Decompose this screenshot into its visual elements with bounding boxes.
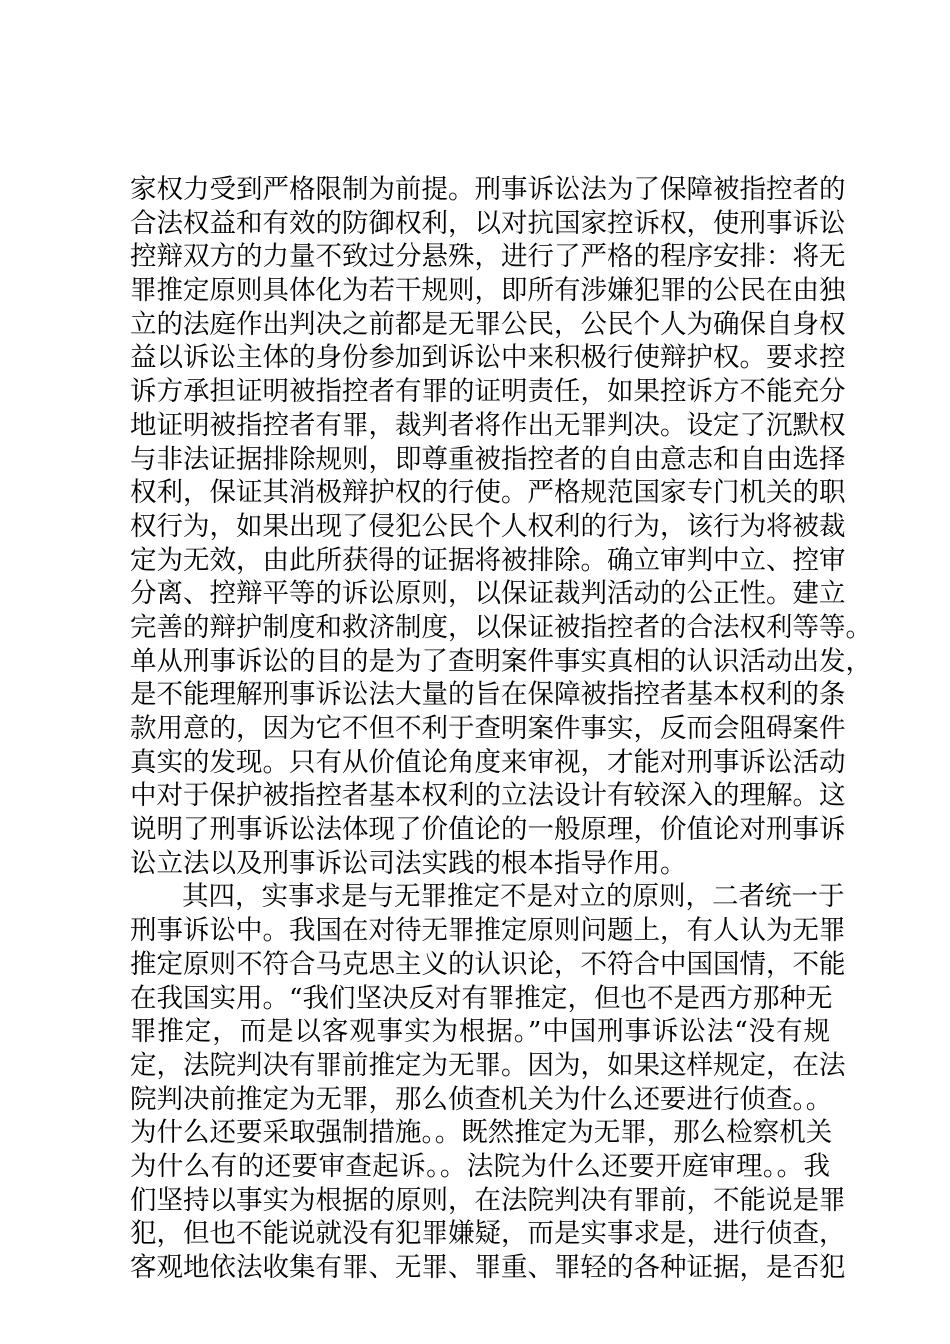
text-line: 推定原则不符合马克思主义的认识论，不符合中国国情，不能	[130, 948, 846, 980]
text-line: 家权力受到严格限制为前提。刑事诉讼法为了保障被指控者的	[130, 174, 846, 205]
text-line: 完善的辩护制度和救济制度，以保证被指控者的合法权利等等。	[130, 611, 872, 643]
text-line: 是不能理解刑事诉讼法大量的旨在保障被指控者基本权利的条	[130, 679, 846, 711]
paragraph-end-line: 讼立法以及刑事诉讼司法实践的根本指导作用。	[130, 847, 687, 879]
text-line: 说明了刑事诉讼法体现了价值论的一般原理，价值论对刑事诉	[130, 814, 846, 846]
text-line: 权行为，如果出现了侵犯公民个人权利的行为，该行为将被裁	[130, 510, 846, 542]
text-line: 单从刑事诉讼的目的是为了查明案件事实真相的认识活动出发，	[130, 645, 872, 677]
text-line: 中对于保护被指控者基本权利的立法设计有较深入的理解。这	[130, 780, 846, 812]
text-line: 定，法院判决有罪前推定为无罪。因为，如果这样规定，在法	[130, 1049, 846, 1081]
text-line: 分离、控辩平等的诉讼原则，以保证裁判活动的公正性。建立	[130, 578, 846, 610]
text-line: 在我国实用。“我们坚决反对有罪推定，但也不是西方那种无	[130, 982, 833, 1014]
text-line: 院判决前推定为无罪，那么侦查机关为什么还要进行侦查。。	[130, 1083, 833, 1115]
text-line: 犯，但也不能说就没有犯罪嫌疑，而是实事求是，进行侦查，	[130, 1218, 846, 1250]
text-line: 们坚持以事实为根据的原则，在法院判决有罪前，不能说是罪	[130, 1184, 846, 1216]
text-line: 客观地依法收集有罪、无罪、罪重、罪轻的各种证据，是否犯	[130, 1252, 846, 1283]
text-line: 定为无效，由此所获得的证据将被排除。确立审判中立、控审	[130, 544, 846, 576]
text-line: 控辩双方的力量不致过分悬殊，进行了严格的程序安排：将无	[130, 241, 846, 273]
text-line: 诉方承担证明被指控者有罪的证明责任，如果控诉方不能充分	[130, 376, 846, 408]
text-line: 款用意的，因为它不但不利于查明案件事实，反而会阻碍案件	[130, 713, 846, 744]
text-line: 罪推定原则具体化为若干规则，即所有涉嫌犯罪的公民在由独	[130, 275, 846, 307]
text-line: 刑事诉讼中。我国在对待无罪推定原则问题上，有人认为无罪	[130, 915, 846, 947]
text-line: 合法权益和有效的防御权利，以对抗国家控诉权，使刑事诉讼	[130, 207, 846, 239]
text-line: 立的法庭作出判决之前都是无罪公民，公民个人为确保自身权	[130, 308, 846, 340]
body-text	[130, 173, 872, 1285]
text-line: 为什么有的还要审查起诉。。法院为什么还要开庭审理。。我	[130, 1150, 830, 1182]
text-line: 真实的发现。只有从价值论角度来审视，才能对刑事诉讼活动	[130, 746, 846, 778]
text-line: 与非法证据排除规则，即尊重被指控者的自由意志和自由选择	[130, 443, 846, 475]
text-line: 罪推定，而是以客观事实为根据。”中国刑事诉讼法“没有规	[130, 1016, 830, 1048]
text-line: 地证明被指控者有罪，裁判者将作出无罪判决。设定了沉默权	[130, 409, 846, 441]
paragraph-start-line: 其四，实事求是与无罪推定不是对立的原则，二者统一于	[182, 881, 845, 913]
text-line: 益以诉讼主体的身份参加到诉讼中来积极行使辩护权。要求控	[130, 342, 846, 374]
text-line: 为什么还要采取强制措施。。既然推定为无罪，那么检察机关	[130, 1117, 833, 1149]
text-line: 权利，保证其消极辩护权的行使。严格规范国家专门机关的职	[130, 477, 846, 509]
